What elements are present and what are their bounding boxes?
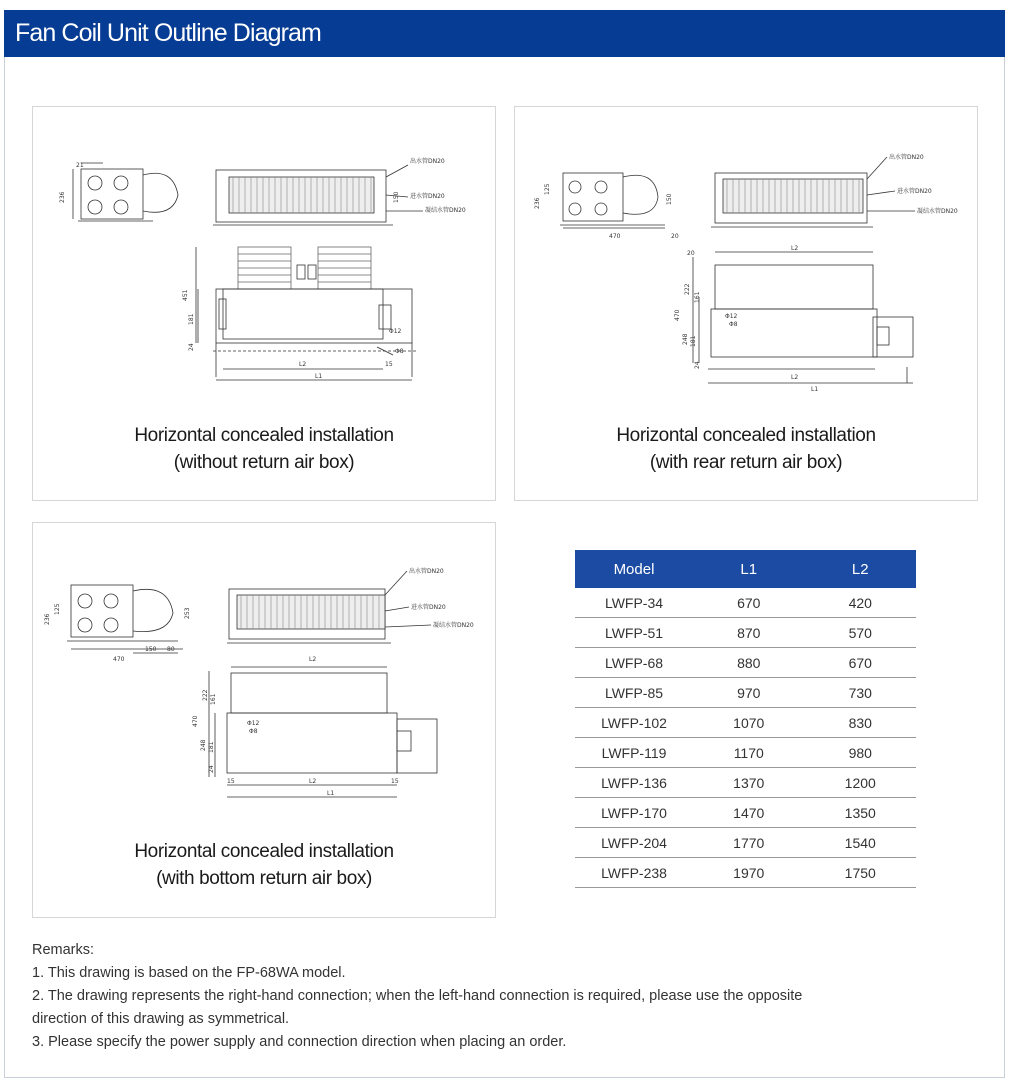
l2-cell: 830 <box>805 708 917 738</box>
dim-label: L1 <box>327 790 335 797</box>
dim-label: 161 <box>694 291 701 303</box>
drawing-2-labels <box>515 107 977 407</box>
dim-label: 24 <box>208 765 215 773</box>
pipe-label-inlet: 进水管DN20 <box>410 193 445 200</box>
l2-cell: 570 <box>805 618 917 648</box>
title-bar <box>4 10 1005 57</box>
model-cell: LWFP-34 <box>575 588 693 618</box>
dim-label: 470 <box>113 656 125 663</box>
pipe-label-outlet: 出水管DN20 <box>409 568 444 575</box>
dim-label: 150 <box>666 193 673 205</box>
column-header-l1: L1 <box>693 550 805 588</box>
l1-cell: 670 <box>693 588 805 618</box>
dim-label: L2 <box>791 374 799 381</box>
model-cell: LWFP-85 <box>575 678 693 708</box>
model-cell: LWFP-170 <box>575 798 693 828</box>
dim-label: 150 <box>393 191 400 203</box>
dim-label: 150 <box>145 646 157 653</box>
dim-label: 20 <box>687 250 695 257</box>
dim-label: L2 <box>299 361 307 368</box>
remark-3: 3. Please specify the power supply and connection direction when placing an order. <box>32 1034 567 1050</box>
column-header-model: Model <box>575 550 693 588</box>
dim-label: Φ8 <box>249 728 258 735</box>
dim-label: 20 <box>671 233 679 240</box>
dim-label: Φ12 <box>725 313 738 320</box>
table-row <box>575 588 916 618</box>
remarks-heading: Remarks: <box>32 942 95 958</box>
dim-label: 253 <box>184 607 191 619</box>
remark-2-part-2: direction of this drawing as symmetrical. <box>32 1011 290 1027</box>
dim-label: 15 <box>391 778 399 785</box>
table-row <box>575 828 916 858</box>
diagram-panel-without-return-air-box <box>32 106 496 501</box>
dim-label: 451 <box>182 289 189 301</box>
table-row <box>575 678 916 708</box>
dim-label: 470 <box>609 233 621 240</box>
table-row <box>575 768 916 798</box>
dim-label: L1 <box>811 386 819 393</box>
l1-cell: 1470 <box>693 798 805 828</box>
column-header-l2: L2 <box>805 550 917 588</box>
drawing-3-labels <box>33 523 495 823</box>
dim-label: 161 <box>210 693 217 705</box>
page-title: Fan Coil Unit Outline Diagram <box>15 19 321 47</box>
table-header-row <box>575 550 916 588</box>
caption-3-line-2: (with bottom return air box) <box>156 868 372 889</box>
pipe-label-inlet: 进水管DN20 <box>411 604 446 611</box>
model-cell: LWFP-238 <box>575 858 693 888</box>
table-row <box>575 708 916 738</box>
dim-label: L1 <box>315 373 323 380</box>
table-row <box>575 648 916 678</box>
pipe-label-inlet: 进水管DN20 <box>897 188 932 195</box>
pipe-label-drain: 凝结水管DN20 <box>425 207 466 214</box>
remark-2-part-1: 2. The drawing represents the right-hand connection; when the left-hand connection is required, please use the opposite <box>32 988 803 1004</box>
caption-1-line-2: (without return air box) <box>173 452 355 473</box>
model-cell: LWFP-204 <box>575 828 693 858</box>
dim-label: 248 <box>200 739 207 751</box>
dim-label: 15 <box>385 361 393 368</box>
pipe-label-outlet: 出水管DN20 <box>410 158 445 165</box>
dim-label: Φ12 <box>247 720 260 727</box>
dim-label: 80 <box>167 646 175 653</box>
dim-label: 125 <box>54 603 61 615</box>
l1-cell: 1770 <box>693 828 805 858</box>
dim-label: Φ12 <box>389 328 402 335</box>
l2-cell: 730 <box>805 678 917 708</box>
l2-cell: 980 <box>805 738 917 768</box>
caption-2-line-1: Horizontal concealed installation <box>616 425 876 446</box>
l1-cell: 1970 <box>693 858 805 888</box>
remarks-section <box>32 939 852 1054</box>
caption-2-line-2: (with rear return air box) <box>649 452 843 473</box>
dim-label: L2 <box>309 778 317 785</box>
dim-label: 236 <box>44 613 51 625</box>
l2-cell: 670 <box>805 648 917 678</box>
diagram-panel-with-rear-return-air-box <box>514 106 978 501</box>
dim-label: 222 <box>202 689 209 701</box>
dim-label: 181 <box>188 313 195 325</box>
pipe-label-drain: 凝结水管DN20 <box>433 622 474 629</box>
dim-label: 125 <box>544 183 551 195</box>
dim-label: 248 <box>682 333 689 345</box>
caption-3-line-1: Horizontal concealed installation <box>134 841 394 862</box>
pipe-label-drain: 凝结水管DN20 <box>917 208 958 215</box>
drawing-1-labels <box>33 107 495 407</box>
dim-label: Φ8 <box>729 321 738 328</box>
l1-cell: 970 <box>693 678 805 708</box>
l1-cell: 880 <box>693 648 805 678</box>
dim-label: 470 <box>674 309 681 321</box>
table-row <box>575 738 916 768</box>
table-row <box>575 618 916 648</box>
l2-cell: 1350 <box>805 798 917 828</box>
l2-cell: 420 <box>805 588 917 618</box>
l2-cell: 1750 <box>805 858 917 888</box>
dim-label: 181 <box>690 335 697 347</box>
l1-cell: 870 <box>693 618 805 648</box>
l1-cell: 1170 <box>693 738 805 768</box>
dim-label: L2 <box>791 245 799 252</box>
dim-label: 470 <box>192 715 199 727</box>
table-row <box>575 798 916 828</box>
model-cell: LWFP-136 <box>575 768 693 798</box>
dim-label: 24 <box>694 361 701 369</box>
pipe-label-outlet: 出水管DN20 <box>889 154 924 161</box>
dim-label: 181 <box>208 741 215 753</box>
dim-label: L2 <box>309 656 317 663</box>
table-row <box>575 858 916 888</box>
l2-cell: 1540 <box>805 828 917 858</box>
dim-label: Φ8 <box>395 348 404 355</box>
l1-cell: 1070 <box>693 708 805 738</box>
dim-label: 222 <box>684 283 691 295</box>
model-cell: LWFP-102 <box>575 708 693 738</box>
caption-1-line-1: Horizontal concealed installation <box>134 425 394 446</box>
model-cell: LWFP-119 <box>575 738 693 768</box>
model-cell: LWFP-68 <box>575 648 693 678</box>
remark-1: 1. This drawing is based on the FP-68WA model. <box>32 965 346 981</box>
dim-label: 15 <box>227 778 235 785</box>
model-dimension-table <box>575 550 916 888</box>
model-cell: LWFP-51 <box>575 618 693 648</box>
dim-label: 236 <box>534 197 541 209</box>
dim-label: 236 <box>59 191 66 203</box>
l2-cell: 1200 <box>805 768 917 798</box>
dim-label: 21 <box>76 162 84 169</box>
diagram-panel-with-bottom-return-air-box <box>32 522 496 918</box>
l1-cell: 1370 <box>693 768 805 798</box>
dim-label: 24 <box>188 343 195 351</box>
